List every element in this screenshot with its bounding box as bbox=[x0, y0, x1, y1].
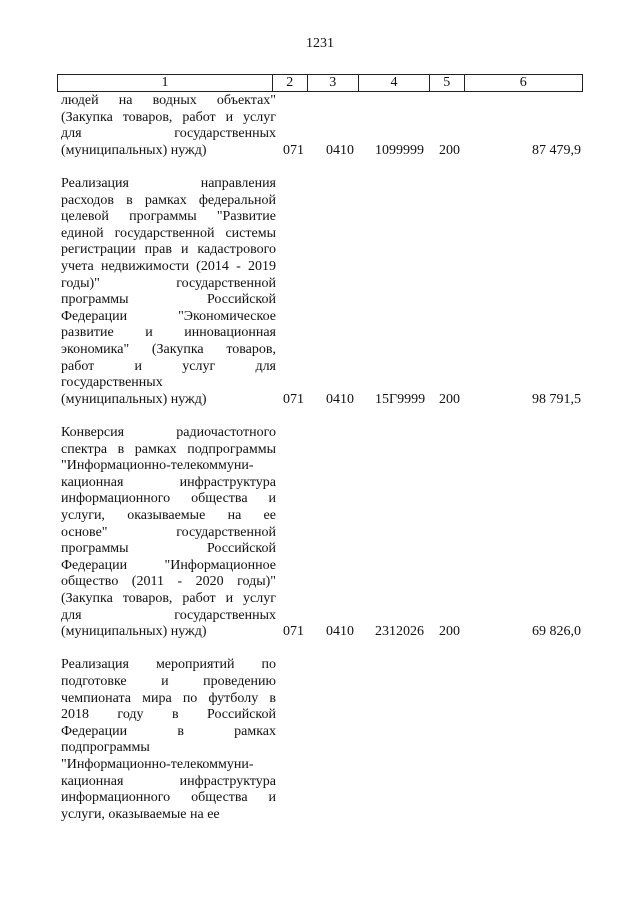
description-line: (Закупка товаров, работ и услуг bbox=[61, 109, 276, 125]
row-description bbox=[61, 425, 276, 641]
amount: 98 791,5 bbox=[532, 391, 581, 407]
target-article-code: 15Г9999 bbox=[375, 391, 426, 407]
description-line: государственных bbox=[61, 375, 163, 391]
description-line: для государственных bbox=[61, 126, 276, 142]
description-line: услуги, оказываемые на ее bbox=[61, 507, 276, 523]
ministry-code: 071 bbox=[283, 142, 304, 158]
description-line: чемпионата мира по футболу в bbox=[61, 690, 276, 706]
column-header-row bbox=[57, 74, 583, 92]
description-line: развитие и инновационная bbox=[61, 325, 276, 341]
column-header-4: 4 bbox=[358, 75, 429, 92]
description-line: (муниципальных) нужд) bbox=[61, 391, 207, 407]
description-line: кационная инфраструктура bbox=[61, 773, 276, 789]
description-line: подготовке и проведению bbox=[61, 673, 276, 689]
description-line: (муниципальных) нужд) bbox=[61, 624, 207, 640]
description-line: Реализация направления bbox=[61, 176, 276, 191]
description-line: годы)" государственной bbox=[61, 275, 276, 291]
target-article-code: 2312026 bbox=[375, 624, 424, 640]
section-code: 0410 bbox=[326, 142, 354, 158]
description-line: людей на водных объектах" bbox=[61, 93, 276, 108]
column-header-3: 3 bbox=[307, 75, 358, 92]
description-line: Федерации в рамках bbox=[61, 723, 276, 739]
description-line: "Информационно-телекоммуни- bbox=[61, 458, 254, 474]
row-description bbox=[61, 657, 276, 823]
description-line: единой государственной системы bbox=[61, 225, 276, 241]
expense-type-code: 200 bbox=[439, 142, 460, 158]
description-line: спектра в рамках подпрограммы bbox=[61, 441, 276, 457]
ministry-code: 071 bbox=[283, 391, 304, 407]
column-header-1: 1 bbox=[58, 75, 273, 92]
description-line: Реализация мероприятий по bbox=[61, 657, 276, 673]
column-header-6: 6 bbox=[464, 75, 582, 92]
description-line: для государственных bbox=[61, 607, 276, 623]
description-line: 2018 году в Российской bbox=[61, 707, 276, 723]
row-description bbox=[61, 176, 276, 408]
ministry-code: 071 bbox=[283, 624, 304, 640]
description-line: (Закупка товаров, работ и услуг bbox=[61, 590, 276, 606]
description-line: регистрации прав и кадастрового bbox=[61, 242, 276, 258]
description-line: расходов в рамках федеральной bbox=[61, 192, 276, 208]
row-description bbox=[61, 93, 276, 159]
page-number: 1231 bbox=[306, 36, 334, 51]
description-line: общество (2011 - 2020 годы)" bbox=[61, 574, 276, 590]
description-line: программы Российской bbox=[61, 541, 276, 557]
description-line: информационного общества и bbox=[61, 790, 276, 806]
description-line: основе" государственной bbox=[61, 524, 276, 540]
description-line: учета недвижимости (2014 - 2019 bbox=[61, 258, 276, 274]
description-line: программы Российской bbox=[61, 292, 276, 308]
amount: 69 826,0 bbox=[532, 624, 581, 640]
description-line: Федерации "Экономическое bbox=[61, 308, 276, 324]
description-line: целевой программы "Развитие bbox=[61, 209, 276, 225]
column-header-5: 5 bbox=[429, 75, 464, 92]
column-header-2: 2 bbox=[272, 75, 307, 92]
amount: 87 479,9 bbox=[532, 142, 581, 158]
section-code: 0410 bbox=[326, 391, 354, 407]
target-article-code: 1099999 bbox=[375, 142, 424, 158]
description-line: информационного общества и bbox=[61, 491, 276, 507]
expense-type-code: 200 bbox=[439, 624, 460, 640]
description-line: Конверсия радиочастотного bbox=[61, 425, 276, 440]
expense-type-code: 200 bbox=[439, 391, 460, 407]
description-line: (муниципальных) нужд) bbox=[61, 142, 207, 158]
description-line: подпрограммы bbox=[61, 740, 150, 756]
description-line: Федерации "Информационное bbox=[61, 557, 276, 573]
description-line: услуги, оказываемые на ее bbox=[61, 806, 220, 822]
description-line: работ и услуг для bbox=[61, 358, 276, 374]
description-line: "Информационно-телекоммуни- bbox=[61, 756, 254, 772]
description-line: экономика" (Закупка товаров, bbox=[61, 341, 276, 357]
section-code: 0410 bbox=[326, 624, 354, 640]
description-line: кационная инфраструктура bbox=[61, 474, 276, 490]
